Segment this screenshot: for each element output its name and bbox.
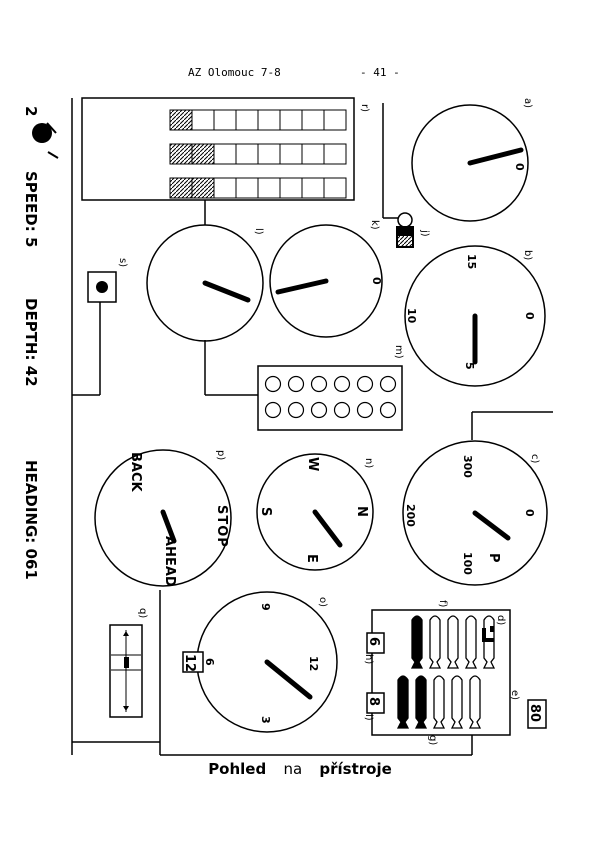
gauge-q-marker — [124, 657, 129, 668]
compass-needle — [315, 512, 340, 545]
label-n: n) — [363, 458, 374, 469]
dial-c-100: 100 — [461, 552, 474, 575]
compass-w: W — [305, 457, 320, 472]
depth-readout: DEPTH: 42 — [22, 298, 40, 387]
lives-count: 2 — [22, 106, 40, 117]
clock-6: 6 — [203, 658, 216, 666]
label-g: g) — [427, 735, 438, 746]
compass-e: E — [304, 554, 319, 563]
dial-a-zero: 0 — [513, 163, 526, 171]
dial-k-zero: 0 — [370, 277, 383, 285]
indicator-cell — [170, 178, 192, 198]
clock-9: 9 — [259, 603, 272, 611]
lamp-circle — [335, 377, 350, 392]
lamp-circle — [312, 377, 327, 392]
indicator-cell — [280, 144, 302, 164]
indicator-cell — [258, 110, 280, 130]
dial-b-5: 5 — [463, 362, 476, 370]
label-d: d) — [495, 615, 506, 626]
label-k: k) — [369, 220, 380, 230]
compass-n: N — [354, 506, 369, 517]
label-s: s) — [117, 258, 128, 268]
label-m: m) — [393, 345, 404, 359]
torpedo-icon — [470, 676, 480, 728]
label-a: a) — [522, 98, 533, 109]
label-e: e) — [509, 690, 520, 701]
clock-3: 3 — [259, 716, 272, 724]
torpedo-icon — [452, 676, 462, 728]
indicator-cell — [324, 144, 346, 164]
torpedo-icon — [412, 616, 422, 668]
indicator-cell — [236, 110, 258, 130]
indicator-cell — [258, 144, 280, 164]
heading-readout: HEADING: 061 — [22, 460, 40, 580]
indicator-cell — [170, 110, 192, 130]
submarine-lives-icon — [32, 123, 58, 158]
indicator-cell — [214, 178, 236, 198]
clock-12: 12 — [307, 656, 320, 672]
dial-c-300: 300 — [461, 455, 474, 478]
lamp-circle — [266, 403, 281, 418]
indicator-cell — [302, 144, 324, 164]
indicator-cell — [258, 178, 280, 198]
label-o: o) — [317, 597, 328, 608]
indicator-cell — [192, 144, 214, 164]
dial-l — [147, 225, 263, 341]
page-number: - 41 - — [360, 66, 400, 79]
label-r: r) — [359, 104, 370, 113]
lamp-circle — [312, 403, 327, 418]
indicator-cell — [214, 144, 236, 164]
figure-caption — [0, 760, 600, 778]
torpedo-icon — [434, 676, 444, 728]
dial-k-needle — [278, 281, 326, 292]
lamp-circle — [381, 377, 396, 392]
indicator-panel-r — [82, 98, 354, 200]
label-q: q) — [137, 608, 148, 619]
dial-b-0: 0 — [523, 312, 536, 320]
lamp-circle — [358, 377, 373, 392]
label-p: p) — [215, 450, 226, 461]
telegraph-stop: STOP — [214, 505, 229, 548]
label-f: f) — [437, 600, 448, 608]
dial-a — [412, 105, 528, 221]
telegraph-back: BACK — [128, 452, 143, 492]
dial-c-p: P — [486, 553, 501, 563]
caption-word-2: na — [283, 760, 303, 778]
dial-k — [270, 225, 382, 337]
indicator-cell — [324, 178, 346, 198]
label-l: l) — [253, 228, 264, 235]
label-i: i) — [363, 714, 374, 721]
caption-word-3: přístroje — [319, 760, 392, 778]
torpedo-icon — [416, 676, 426, 728]
indicator-cell — [192, 178, 214, 198]
label-h: h) — [363, 654, 374, 665]
telegraph-ahead: AHEAD — [162, 536, 177, 587]
tube-h-count: 6 — [366, 637, 381, 647]
indicator-cell — [324, 110, 346, 130]
switch-button-icon[interactable] — [96, 281, 108, 293]
indicator-cell — [192, 110, 214, 130]
value-e: 80 — [527, 704, 542, 723]
dial-c-needle — [475, 513, 508, 538]
clock-hand — [267, 662, 310, 697]
lamp-circle — [358, 403, 373, 418]
torpedo-tube-panel — [372, 610, 510, 735]
lamp-circle — [289, 403, 304, 418]
indicator-cell — [280, 178, 302, 198]
lamp-circle — [266, 377, 281, 392]
tube-i-count: 8 — [366, 697, 381, 707]
dial-l-needle — [205, 283, 248, 300]
lamp-circle — [335, 403, 350, 418]
indicator-cell — [214, 110, 236, 130]
lamp-circle — [381, 403, 396, 418]
torpedo-icon — [466, 616, 476, 668]
compass-s: S — [258, 507, 273, 517]
torpedo-icon — [430, 616, 440, 668]
switch-s[interactable] — [88, 272, 116, 302]
header-title: AZ Olomouc 7-8 — [188, 66, 281, 79]
indicator-cell — [280, 110, 302, 130]
dial-b-10: 10 — [405, 308, 418, 324]
dial-c-0: 0 — [523, 509, 536, 517]
label-j: j) — [419, 230, 430, 237]
label-c: c) — [529, 454, 540, 464]
indicator-cell — [302, 178, 324, 198]
torpedo-icon — [398, 676, 408, 728]
caption-word-1: Pohled — [208, 760, 267, 778]
torpedo-icon — [448, 616, 458, 668]
indicator-cell — [170, 144, 192, 164]
warning-lamp-j — [396, 213, 414, 248]
label-b: b) — [522, 250, 533, 261]
indicator-cell — [236, 178, 258, 198]
dial-a-needle — [470, 150, 521, 163]
dial-b-15: 15 — [465, 254, 478, 270]
lamp-panel-m — [258, 366, 402, 430]
speed-readout: SPEED: 5 — [22, 171, 40, 248]
lamp-circle — [289, 377, 304, 392]
clock-value: 12 — [182, 654, 197, 673]
indicator-cell — [236, 144, 258, 164]
dial-c-200: 200 — [404, 504, 417, 527]
indicator-cell — [302, 110, 324, 130]
gauge-q — [110, 625, 142, 717]
